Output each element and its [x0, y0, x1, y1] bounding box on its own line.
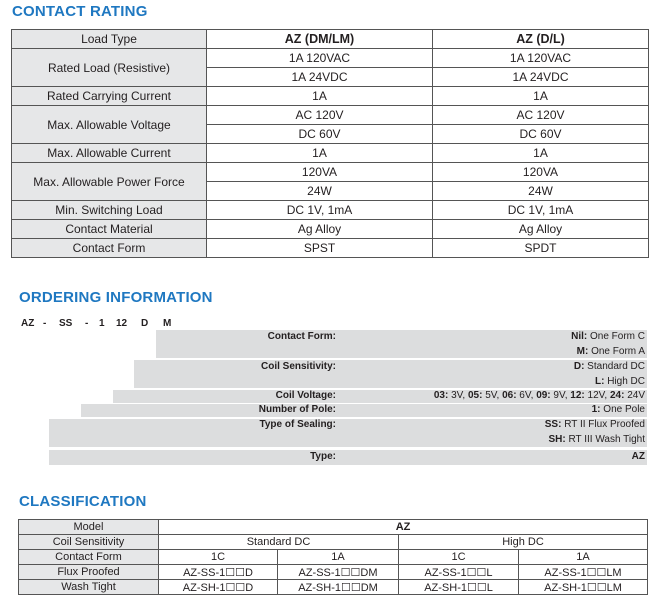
code-contact-form: M [163, 318, 172, 329]
az-d-l-header: AZ (D/L) [433, 30, 649, 49]
rating-row [12, 239, 649, 258]
rating-label: Min. Switching Load [12, 201, 207, 220]
option-description: One Pole [600, 404, 645, 415]
option-description: One Form A [588, 346, 645, 357]
option-code: 09: [536, 390, 551, 401]
option-code: 06: [502, 390, 517, 401]
rating-label: Rated Load (Resistive) [12, 49, 207, 87]
az-d-l-value: 1A 120VAC [433, 49, 649, 68]
az-dm-lm-value: AC 120V [207, 106, 433, 125]
model-label: Model [19, 520, 159, 535]
rating-label: Max. Allowable Power Force [12, 163, 207, 201]
option-description: 12V, [584, 390, 610, 401]
code-voltage: 12 [116, 318, 128, 329]
rating-row [12, 106, 649, 125]
wash-tight-part-number: AZ-SH-1☐☐DM [278, 580, 399, 595]
az-dm-lm-value: 1A 24VDC [207, 68, 433, 87]
az-d-l-value: 1A [433, 144, 649, 163]
az-dm-lm-value: 120VA [207, 163, 433, 182]
wash-tight-part-number: AZ-SH-1☐☐L [399, 580, 519, 595]
option-code: Nil: [571, 331, 588, 342]
az-d-l-value: Ag Alloy [433, 220, 649, 239]
rating-row [12, 144, 649, 163]
code-dash: - [85, 318, 89, 329]
rating-label: Max. Allowable Current [12, 144, 207, 163]
option-description: 5V, [482, 390, 503, 401]
ordering-information-heading: ORDERING INFORMATION [19, 289, 213, 306]
az-d-l-value: DC 60V [433, 125, 649, 144]
ordering-field-label: Type: [310, 451, 336, 462]
az-d-l-value: 1A [433, 87, 649, 106]
classification-table [18, 519, 648, 595]
az-d-l-value: AC 120V [433, 106, 649, 125]
code-pole: 1 [99, 318, 105, 329]
rating-label: Rated Carrying Current [12, 87, 207, 106]
az-d-l-value: SPDT [433, 239, 649, 258]
option-code: 1: [591, 404, 601, 415]
ordering-field-value [577, 346, 645, 357]
rating-label: Max. Allowable Voltage [12, 106, 207, 144]
az-dm-lm-value: 24W [207, 182, 433, 201]
contact-form-cell: 1A [278, 550, 399, 565]
ordering-field-value [548, 434, 645, 445]
contact-form-cell: 1C [159, 550, 278, 565]
bar-number-of-pole [81, 404, 647, 417]
option-description: 24V [624, 390, 645, 401]
flux-proofed-part-number: AZ-SS-1☐☐DM [278, 565, 399, 580]
contact-form-cell: 1C [399, 550, 519, 565]
option-code: 12: [570, 390, 585, 401]
option-description: 3V, [448, 390, 468, 401]
contact-form-cell: 1A [519, 550, 648, 565]
flux-proofed-part-number: AZ-SS-1☐☐LM [519, 565, 648, 580]
option-code: L: [594, 376, 605, 387]
az-d-l-value: 120VA [433, 163, 649, 182]
option-description: 9V, [550, 390, 571, 401]
ordering-field-value [574, 361, 645, 372]
option-description: RT III Wash Tight [565, 434, 645, 445]
code-dash: - [43, 318, 47, 329]
option-code: 05: [467, 390, 483, 401]
ordering-field-label: Coil Sensitivity: [260, 361, 336, 372]
bar-coil-sensitivity [134, 360, 647, 388]
option-description: 6V, [516, 390, 537, 401]
option-code: D: [573, 361, 585, 372]
model-value: AZ [159, 520, 648, 535]
az-dm-lm-value: DC 60V [207, 125, 433, 144]
option-description: One Form C [587, 331, 645, 342]
option-code: SH: [548, 434, 566, 445]
rating-row [12, 163, 649, 182]
code-sealing: SS [59, 318, 73, 329]
bar-type [49, 450, 647, 465]
az-dm-lm-value: SPST [207, 239, 433, 258]
option-code: 03: [433, 390, 449, 401]
coil-sensitivity-label: Coil Sensitivity [19, 535, 159, 550]
az-dm-lm-value: 1A [207, 87, 433, 106]
az-dm-lm-header: AZ (DM/LM) [207, 30, 433, 49]
contact-form-label: Contact Form [19, 550, 159, 565]
ordering-field-label: Contact Form: [267, 331, 336, 342]
az-dm-lm-value: DC 1V, 1mA [207, 201, 433, 220]
flux-proofed-label: Flux Proofed [19, 565, 159, 580]
az-d-l-value: DC 1V, 1mA [433, 201, 649, 220]
ordering-field-label: Coil Voltage: [275, 390, 336, 401]
ordering-field-value [545, 419, 645, 430]
load-type-header: Load Type [12, 30, 207, 49]
sensitivity-high-dc: High DC [399, 535, 648, 550]
az-dm-lm-value: 1A 120VAC [207, 49, 433, 68]
code-type: AZ [21, 318, 35, 329]
contact-rating-heading: CONTACT RATING [12, 3, 148, 20]
option-description: RT II Flux Proofed [561, 419, 645, 430]
option-description: High DC [604, 376, 645, 387]
wash-tight-label: Wash Tight [19, 580, 159, 595]
rating-label: Contact Material [12, 220, 207, 239]
rating-row [12, 220, 649, 239]
ordering-field-label: Number of Pole: [258, 404, 336, 415]
wash-tight-part-number: AZ-SH-1☐☐D [159, 580, 278, 595]
ordering-field-value [595, 376, 645, 387]
code-sensitivity: D [141, 318, 149, 329]
rating-row [12, 49, 649, 68]
flux-proofed-part-number: AZ-SS-1☐☐D [159, 565, 278, 580]
rating-row [12, 87, 649, 106]
rating-header-row [12, 30, 649, 49]
ordering-field-value [571, 331, 645, 342]
option-description: Standard DC [584, 361, 645, 372]
flux-proofed-part-number: AZ-SS-1☐☐L [399, 565, 519, 580]
contact-rating-table [11, 29, 649, 258]
option-code: 24: [609, 390, 625, 401]
rating-label: Contact Form [12, 239, 207, 258]
rating-row [12, 201, 649, 220]
classification-heading: CLASSIFICATION [19, 493, 147, 510]
ordering-field-value [592, 404, 645, 415]
wash-tight-part-number: AZ-SH-1☐☐LM [519, 580, 648, 595]
option-code: SS: [544, 419, 562, 430]
ordering-field-value [632, 451, 645, 462]
ordering-field-label: Type of Sealing: [259, 419, 336, 430]
az-d-l-value: 24W [433, 182, 649, 201]
az-dm-lm-value: Ag Alloy [207, 220, 433, 239]
az-d-l-value: 1A 24VDC [433, 68, 649, 87]
sensitivity-standard-dc: Standard DC [159, 535, 399, 550]
option-code: AZ [631, 451, 645, 462]
az-dm-lm-value: 1A [207, 144, 433, 163]
ordering-field-value [434, 390, 645, 401]
option-code: M: [576, 346, 589, 357]
